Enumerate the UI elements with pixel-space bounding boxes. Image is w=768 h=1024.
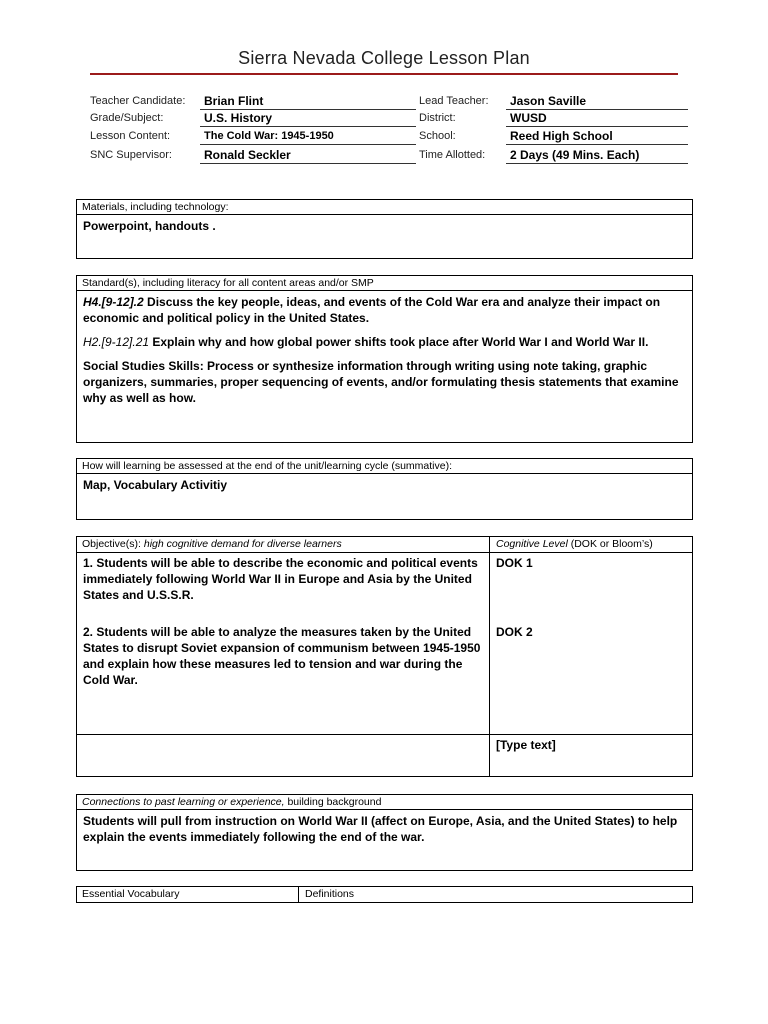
district-label: District:	[419, 112, 456, 124]
page-title: Sierra Nevada College Lesson Plan	[238, 48, 530, 68]
materials-content[interactable]: Powerpoint, handouts .	[83, 219, 216, 233]
cognitive-level-label: Cognitive Level	[496, 538, 568, 550]
definitions-column-header: Definitions	[305, 888, 355, 900]
lesson-content-field[interactable]: The Cold War: 1945-1950	[200, 129, 416, 145]
grade-subject-field[interactable]: U.S. History	[200, 111, 416, 127]
lesson-content-label: Lesson Content:	[90, 130, 171, 142]
cognitive-level-heading	[496, 537, 653, 552]
objectives-heading	[82, 537, 342, 552]
objective-2[interactable]: 2. Students will be able to analyze the measures taken by the United States to disrupt Soviet expansion of communism between 1945-1950 and explain how these measures led to tension and war during the Cold War.	[83, 625, 481, 687]
connections-heading-label: Connections to past learning or experience,	[82, 796, 285, 808]
assessment-content[interactable]: Map, Vocabulary Activitiy	[83, 478, 228, 492]
lead-teacher-field[interactable]: Jason Saville	[506, 94, 688, 110]
column-divider	[298, 887, 299, 902]
vocabulary-table	[76, 886, 693, 903]
standard-text: Discuss the key people, ideas, and events of the Cold War era and analyze their impact on economic and political policy in the United States.	[83, 295, 661, 325]
dok-level-1[interactable]: DOK 1	[496, 556, 533, 570]
objective-1[interactable]: 1. Students will be able to describe the economic and political events immediately following World War II in Europe and Asia by the United States and U.S.S.R.	[83, 556, 478, 602]
connections-heading	[77, 795, 692, 810]
cognitive-level-note: (DOK or Bloom’s)	[567, 538, 653, 550]
school-label: School:	[419, 130, 456, 142]
standards-content[interactable]	[77, 291, 692, 417]
title-rule	[90, 73, 678, 75]
row-divider	[77, 734, 692, 735]
time-allotted-label: Time Allotted:	[419, 149, 486, 161]
type-text-placeholder[interactable]: [Type text]	[496, 738, 556, 752]
standard-code: H4.[9-12].2	[83, 295, 144, 309]
standards-section	[76, 275, 693, 443]
standards-heading: Standard(s), including literacy for all content areas and/or SMP	[77, 276, 692, 291]
school-field[interactable]: Reed High School	[506, 129, 688, 145]
dok-level-2[interactable]: DOK 2	[496, 625, 533, 639]
snc-supervisor-label: SNC Supervisor:	[90, 149, 172, 161]
time-allotted-field[interactable]: 2 Days (49 Mins. Each)	[506, 148, 688, 164]
connections-section	[76, 794, 693, 871]
standard-item	[83, 294, 686, 326]
connections-content[interactable]: Students will pull from instruction on World War II (affect on Europe, Asia, and the United States) to help explain the events immediately following the end of the war.	[83, 814, 678, 844]
vocabulary-column-header: Essential Vocabulary	[82, 888, 180, 900]
assessment-heading: How will learning be assessed at the end of the unit/learning cycle (summative):	[77, 459, 692, 474]
objectives-heading-label: Objective(s):	[82, 538, 144, 550]
objectives-heading-note: high cognitive demand for diverse learners	[143, 538, 342, 550]
materials-section	[76, 199, 693, 259]
standard-code: H2.[9-12].21	[83, 335, 150, 349]
materials-heading: Materials, including technology:	[77, 200, 692, 215]
teacher-candidate-label: Teacher Candidate:	[90, 95, 186, 107]
standard-text: Explain why and how global power shifts took place after World War I and World War II.	[149, 335, 649, 349]
connections-heading-note: building background	[284, 796, 382, 808]
standard-item	[83, 334, 686, 350]
lead-teacher-label: Lead Teacher:	[419, 95, 489, 107]
snc-supervisor-field[interactable]: Ronald Seckler	[200, 148, 416, 164]
teacher-candidate-field[interactable]: Brian Flint	[200, 94, 416, 110]
district-field[interactable]: WUSD	[506, 111, 688, 127]
objectives-table	[76, 536, 693, 777]
social-studies-skills: Social Studies Skills: Process or synthesize information through writing using note taking, graphic organizers, summaries, proper sequencing of events, and/or formulating thesis statements that examine why as well as how.	[83, 359, 679, 405]
assessment-section	[76, 458, 693, 520]
row-divider	[77, 552, 692, 553]
grade-subject-label: Grade/Subject:	[90, 112, 164, 124]
